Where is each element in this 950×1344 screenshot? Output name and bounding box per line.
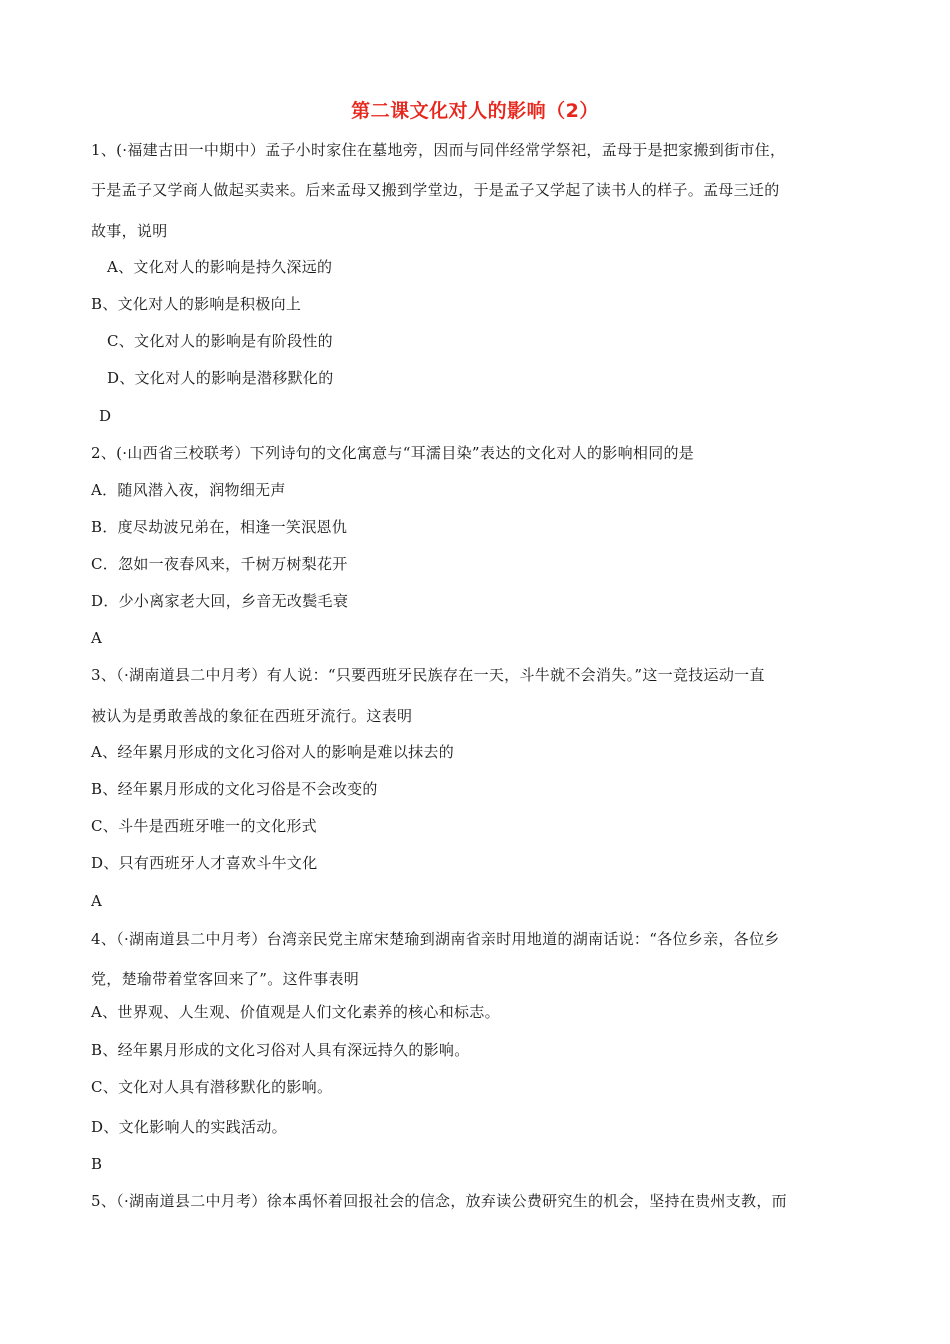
q3-option-b: B、经年累月形成的文化习俗是不会改变的	[91, 780, 378, 798]
q3-answer: A	[91, 892, 103, 910]
q2-option-a: A．随风潜入夜，润物细无声	[91, 481, 286, 499]
q1-option-d: D、文化对人的影响是潜移默化的	[107, 369, 334, 387]
q4-stem-line-1: 4、（·湖南道县二中月考）台湾亲民党主席宋楚瑜到湖南省亲时用地道的湖南话说：“各位乡亲，各位乡	[91, 930, 780, 948]
q1-stem-line-3: 故事，说明	[91, 222, 168, 240]
q1-option-c: C、文化对人的影响是有阶段性的	[107, 332, 333, 350]
q3-stem-line-1: 3、（·湖南道县二中月考）有人说：“只要西班牙民族存在一天，斗牛就不会消失。”这一竞技运动一直	[91, 666, 765, 684]
q1-option-b: B、文化对人的影响是积极向上	[91, 295, 302, 313]
q3-option-a: A、经年累月形成的文化习俗对人的影响是难以抹去的	[91, 743, 455, 761]
q4-answer: B	[91, 1155, 103, 1173]
q1-stem-line-2: 于是孟子又学商人做起买卖来。后来孟母又搬到学堂边，于是孟子又学起了读书人的样子。孟母三迁的	[91, 181, 780, 199]
q1-stem-line-1: 1、(·福建古田一中期中）孟子小时家住在墓地旁，因而与同伴经常学祭祀，孟母于是把家搬到街市住，	[91, 141, 786, 159]
q4-option-d: D、文化影响人的实践活动。	[91, 1118, 287, 1136]
q5-stem-line-1: 5、（·湖南道县二中月考）徐本禹怀着回报社会的信念，放弃读公费研究生的机会，坚持在贵州支教，而	[91, 1192, 787, 1210]
q2-option-b: B．度尽劫波兄弟在，相逢一笑泯恩仇	[91, 518, 348, 536]
q2-answer: A	[91, 629, 103, 647]
q4-stem-line-2: 党，楚瑜带着堂客回来了”。这件事表明	[91, 970, 360, 988]
q3-stem-line-2: 被认为是勇敢善战的象征在西班牙流行。这表明	[91, 707, 413, 725]
q1-answer: D	[99, 407, 112, 425]
q3-option-d: D、只有西班牙人才喜欢斗牛文化	[91, 854, 318, 872]
q4-option-c: C、文化对人具有潜移默化的影响。	[91, 1078, 333, 1096]
q3-option-c: C、斗牛是西班牙唯一的文化形式	[91, 817, 317, 835]
q1-option-a: A、文化对人的影响是持久深远的	[107, 258, 333, 276]
q4-option-a: A、世界观、人生观、价值观是人们文化素养的核心和标志。	[91, 1003, 500, 1021]
page-title: 第二课文化对人的影响（2）	[351, 100, 599, 122]
q2-stem: 2、(·山西省三校联考）下列诗句的文化寓意与“耳濡目染”表达的文化对人的影响相同的是	[91, 444, 695, 462]
q2-option-d: D．少小离家老大回，乡音无改鬓毛衰	[91, 592, 349, 610]
q4-option-b: B、经年累月形成的文化习俗对人具有深远持久的影响。	[91, 1041, 470, 1059]
q2-option-c: C．忽如一夜春风来，千树万树梨花开	[91, 555, 348, 573]
